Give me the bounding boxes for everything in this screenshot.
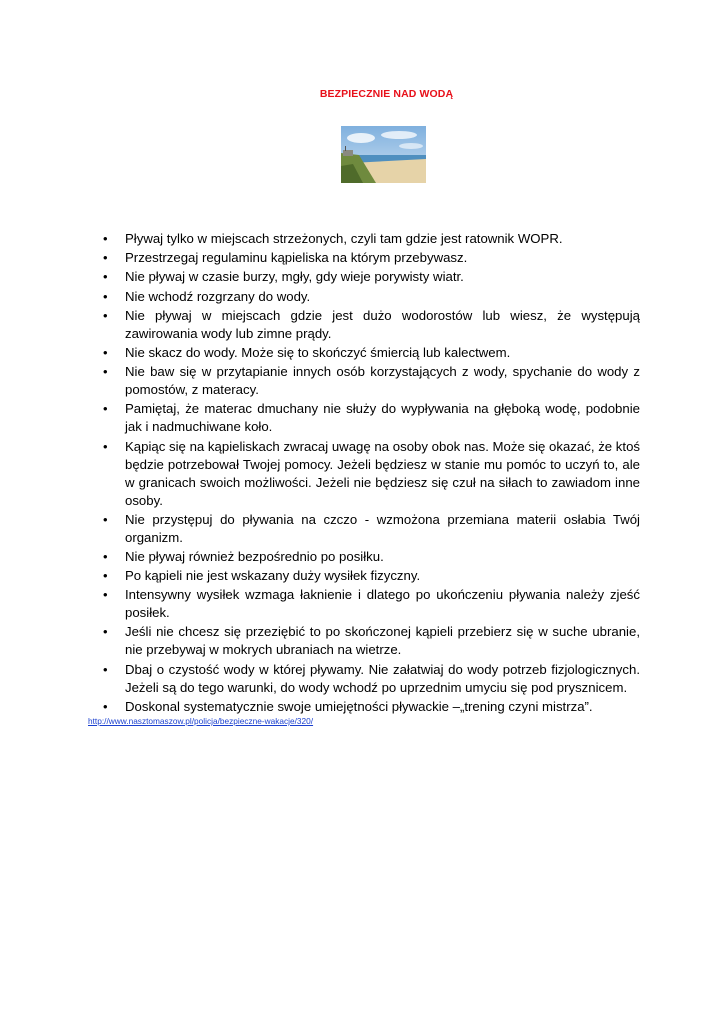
list-item: • Nie wchodź rozgrzany do wody. [103,288,640,306]
list-item: • Kąpiąc się na kąpieliskach zwracaj uwagę na osoby obok nas. Może się okazać, że ktoś będzie potrzebował Twojej pomocy. Jeżeli będziesz w stanie mu pomóc to uczyń to, ale w granicach swoich możliwości. Jeżeli nie będziesz się czuł na siłach to zawiadom inne osoby. [103,438,640,510]
list-item: • Nie skacz do wody. Może się to skończyć śmiercią lub kalectwem. [103,344,640,362]
beach-photo [341,126,426,183]
list-item: • Nie pływaj również bezpośrednio po posiłku. [103,548,640,566]
list-item: • Nie pływaj w czasie burzy, mgły, gdy wieje porywisty wiatr. [103,268,640,286]
list-item: • Nie pływaj w miejscach gdzie jest dużo wodorostów lub wiesz, że występują zawirowania wody lub zimne prądy. [103,307,640,343]
list-item: • Po kąpieli nie jest wskazany duży wysiłek fizyczny. [103,567,640,585]
source-link[interactable]: http://www.nasztomaszow.pl/policja/bezpieczne-wakacje/320/ [88,716,314,726]
list-item: • Przestrzegaj regulaminu kąpieliska na którym przebywasz. [103,249,640,267]
list-item: • Intensywny wysiłek wzmaga łaknienie i dlatego po ukończeniu pływania należy zjeść posiłek. [103,586,640,622]
list-item: • Nie przystępuj do pływania na czczo - wzmożona przemiana materii osłabia Twój organizm. [103,511,640,547]
safety-rules-list [103,230,640,717]
page-title: BEZPIECZNIE NAD WODĄ [319,88,454,100]
list-item: • Pamiętaj, że materac dmuchany nie służy do wypływania na głęboką wodę, podobnie jak i nadmuchiwane koło. [103,400,640,436]
list-item: • Nie baw się w przytapianie innych osób korzystających z wody, spychanie do wody z pomostów, z materacy. [103,363,640,399]
list-item: • Jeśli nie chcesz się przeziębić to po skończonej kąpieli przebierz się w suche ubranie, nie przebywaj w mokrych ubraniach na wietrze. [103,623,640,659]
list-item: • Doskonal systematycznie swoje umiejętności pływackie –„trening czyni mistrza”. [103,698,640,716]
list-item: • Pływaj tylko w miejscach strzeżonych, czyli tam gdzie jest ratownik WOPR. [103,230,640,248]
list-item: • Dbaj o czystość wody w której pływamy. Nie załatwiaj do wody potrzeb fizjologicznych. Jeżeli są do tego warunki, do wody wchodź po uprzednim umyciu się pod prysznicem. [103,661,640,697]
